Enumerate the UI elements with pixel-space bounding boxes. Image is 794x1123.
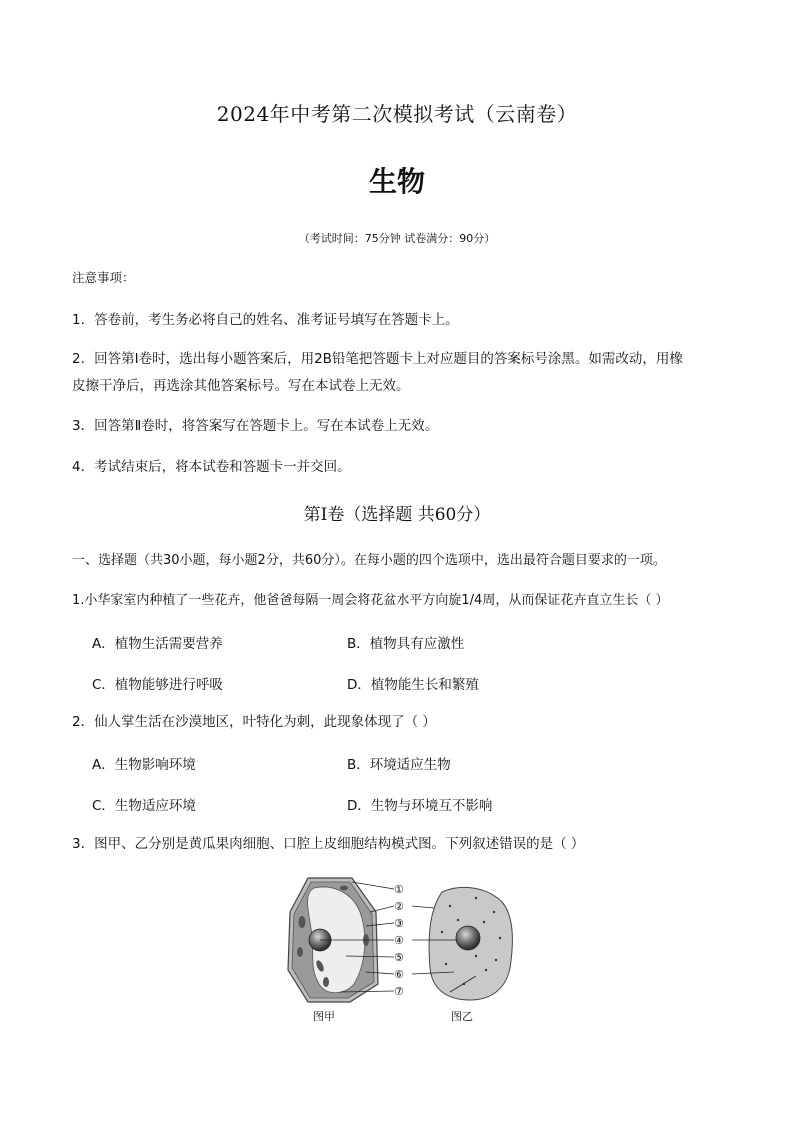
structure-label-1: ① — [394, 883, 404, 896]
notes-heading: 注意事项： — [72, 270, 135, 285]
option-d: D．生物与环境互不影响 — [347, 798, 493, 814]
note-item: 1．答卷前，考生务必将自己的姓名、准考证号填写在答题卡上。 — [72, 312, 459, 328]
option-c: C．植物能够进行呼吸 — [92, 677, 223, 693]
note-item: 2．回答第Ⅰ卷时，选出每小题答案后，用2B铅笔把答题卡上对应题目的答案标号涂黑。如需改动，用橡 — [72, 351, 683, 367]
cell-structure-figure — [280, 872, 520, 1032]
subject-title: 生物 — [368, 165, 425, 198]
exam-title: 2024年中考第二次模拟考试（云南卷） — [216, 102, 578, 126]
exam-info: （考试时间：75分钟 试卷满分：90分） — [298, 232, 496, 245]
animal-cell — [412, 887, 512, 1000]
structure-label-4: ④ — [394, 934, 404, 947]
figure-caption-a: 图甲 — [313, 1010, 335, 1023]
option-b: B．环境适应生物 — [347, 757, 451, 773]
plant-cell — [288, 878, 394, 1002]
note-item: 3．回答第Ⅱ卷时，将答案写在答题卡上。写在本试卷上无效。 — [72, 418, 439, 434]
question-stem: 3．图甲、乙分别是黄瓜果肉细胞、口腔上皮细胞结构模式图。下列叙述错误的是（ ） — [72, 836, 585, 852]
note-item: 4．考试结束后，将本试卷和答题卡一并交回。 — [72, 459, 351, 475]
option-d: D．植物能生长和繁殖 — [347, 677, 479, 693]
figure-caption-b: 图乙 — [451, 1010, 473, 1023]
question-stem: 2．仙人掌生活在沙漠地区，叶特化为刺，此现象体现了（ ） — [72, 714, 436, 730]
structure-label-3: ③ — [394, 917, 404, 930]
structure-label-7: ⑦ — [394, 985, 404, 998]
option-a: A．植物生活需要营养 — [92, 636, 223, 652]
structure-label-2: ② — [394, 900, 404, 913]
section-title: 第Ⅰ卷（选择题 共60分） — [303, 505, 491, 525]
option-c: C．生物适应环境 — [92, 798, 196, 814]
structure-label-5: ⑤ — [394, 951, 404, 964]
option-a: A．生物影响环境 — [92, 757, 196, 773]
note-item: 皮擦干净后，再选涂其他答案标号。写在本试卷上无效。 — [72, 378, 410, 394]
section-instruction: 一、选择题（共30小题，每小题2分，共60分）。在每小题的四个选项中，选出最符合题目要求的一项。 — [72, 553, 666, 568]
question-stem: 1.小华家室内种植了一些花卉，他爸爸每隔一周会将花盆水平方向旋1/4周，从而保证花卉直立生长（ ） — [72, 593, 669, 608]
structure-label-6: ⑥ — [394, 968, 404, 981]
option-b: B．植物具有应激性 — [347, 636, 465, 652]
